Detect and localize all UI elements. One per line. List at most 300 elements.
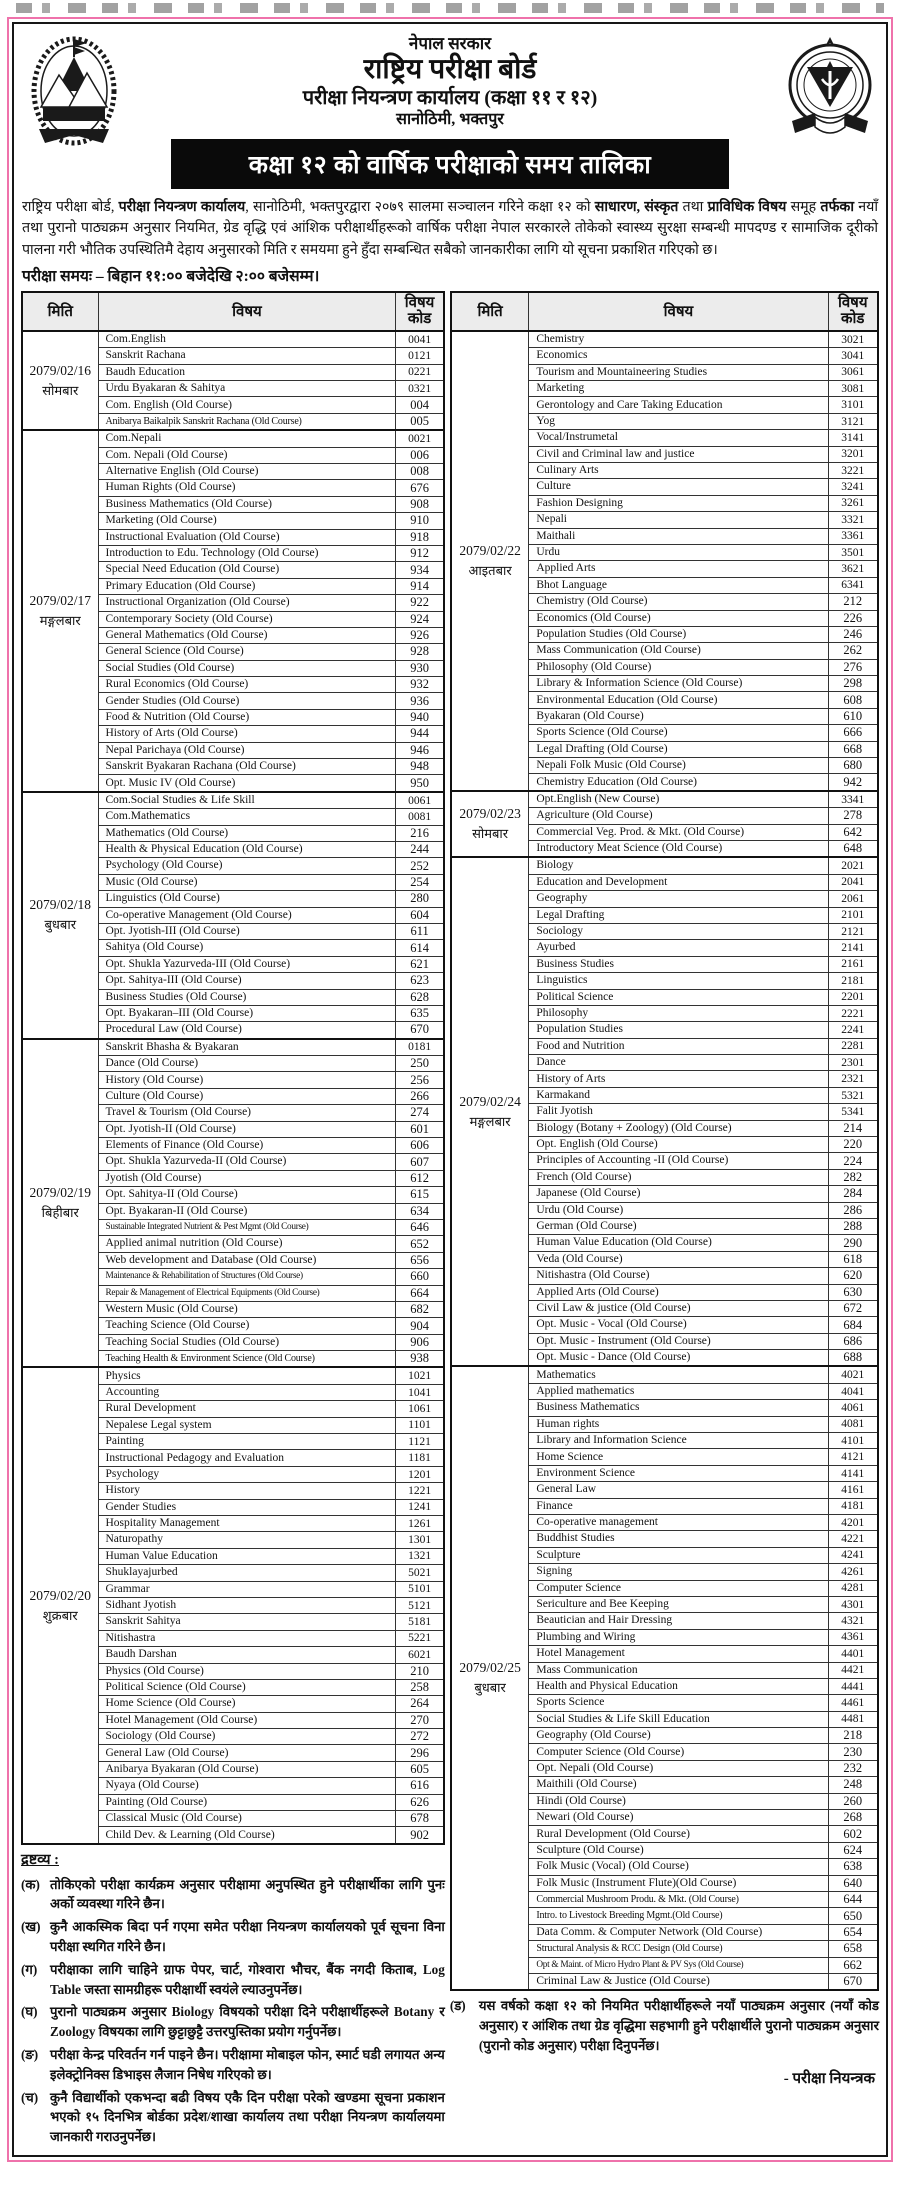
- table-header-row: [451, 292, 878, 331]
- subject-code-cell: 611: [396, 923, 444, 939]
- note-label: (ड): [449, 1998, 466, 2014]
- subject-code-cell: 623: [396, 973, 444, 989]
- subject-cell: Gender Studies (Old Course): [98, 693, 396, 709]
- subject-cell: Philosophy (Old Course): [529, 659, 828, 675]
- subject-cell: Alternative English (Old Course): [98, 464, 396, 480]
- note-label: (ङ): [21, 2046, 39, 2062]
- subject-cell: Urdu (Old Course): [529, 1202, 828, 1218]
- subject-cell: Tourism and Mountaineering Studies: [529, 364, 828, 380]
- subject-code-cell: 904: [396, 1318, 444, 1334]
- subject-cell: Instructional Pedagogy and Evaluation: [98, 1450, 396, 1466]
- subject-cell: Business Studies: [529, 956, 828, 972]
- subject-cell: Business Mathematics: [529, 1400, 828, 1416]
- subject-cell: Rural Development (Old Course): [529, 1826, 828, 1842]
- subject-cell: Introduction to Edu. Technology (Old Course): [98, 545, 396, 561]
- subject-code-cell: 248: [828, 1777, 878, 1793]
- subject-code-cell: 936: [396, 693, 444, 709]
- subject-code-cell: 0321: [396, 381, 444, 397]
- subject-cell: German (Old Course): [529, 1218, 828, 1234]
- subject-code-cell: 214: [828, 1120, 878, 1136]
- subject-cell: Applied Arts (Old Course): [529, 1284, 828, 1300]
- subject-code-cell: 924: [396, 611, 444, 627]
- subject-code-cell: 2281: [828, 1038, 878, 1054]
- subject-cell: Nepalese Legal system: [98, 1417, 396, 1433]
- subject-cell: Political Science: [529, 989, 828, 1005]
- subject-cell: Food and Nutrition: [529, 1038, 828, 1054]
- note-text: पुरानो पाठ्यक्रम अनुसार Biology विषयको परीक्षा दिने परीक्षार्थीहरूले Botany र Zoology विषयका लागि छुट्टाछुट्टै उत्तरपुस्तिका प्रयोग गर्नुपर्नेछ।: [50, 2004, 445, 2040]
- subject-code-cell: 686: [828, 1333, 878, 1349]
- subject-code-cell: 1021: [396, 1367, 444, 1384]
- subject-cell: Physics: [98, 1367, 396, 1384]
- subject-code-cell: 4361: [828, 1629, 878, 1645]
- subject-cell: Web development and Database (Old Course): [98, 1252, 396, 1268]
- intro-text-segment: , सानोठिमी, भक्तपुरद्वारा २०७९ सालमा सञ्चालन गरिने कक्षा १२ को: [245, 198, 595, 215]
- subject-code-cell: 3321: [828, 512, 878, 528]
- table-row: [451, 857, 878, 874]
- subject-code-cell: 0061: [396, 792, 444, 809]
- subject-code-cell: 678: [396, 1811, 444, 1827]
- subject-code-cell: 226: [828, 610, 878, 626]
- subject-cell: General Science (Old Course): [98, 644, 396, 660]
- subject-cell: Mass Communication: [529, 1662, 828, 1678]
- subject-cell: Opt. Shukla Yazurveda-III (Old Course): [98, 956, 396, 972]
- subject-code-cell: 2021: [828, 857, 878, 874]
- subject-cell: Com.Mathematics: [98, 809, 396, 825]
- subject-code-cell: 614: [396, 940, 444, 956]
- subject-code-cell: 640: [828, 1875, 878, 1891]
- note-text: कुनै विद्यार्थीको एकभन्दा बढी विषय एकै दिन परीक्षा परेको खण्डमा सूचना प्रकाशन भएको १५ दिनभित्र बोर्डका प्रदेश/शाखा कार्यालय तथा परीक्षा नियन्त्रण कार्यालयमा जानकारी गराउनुपर्नेछ।: [50, 2089, 445, 2145]
- note-text: परीक्षाका लागि चाहिने ग्राफ पेपर, चार्ट, गोश्वारा भौचर, बैंक नगदी किताब, Log Table जस्ता सामग्रीहरू परीक्षार्थी स्वयंले ल्याउनुपर्नेछ।: [50, 1961, 445, 1997]
- subject-cell: Biology (Botany + Zoology) (Old Course): [529, 1120, 828, 1136]
- subject-code-cell: 662: [828, 1957, 878, 1973]
- column-header: मिति: [451, 292, 529, 331]
- subject-cell: Sculpture: [529, 1547, 828, 1563]
- subject-code-cell: 656: [396, 1252, 444, 1268]
- subject-cell: Opt. Nepali (Old Course): [529, 1760, 828, 1776]
- exam-date: 2079/02/18: [29, 897, 91, 913]
- subject-cell: History of Arts (Old Course): [98, 726, 396, 742]
- subject-cell: Painting: [98, 1434, 396, 1450]
- subject-cell: History: [98, 1483, 396, 1499]
- subject-cell: Applied Arts: [529, 561, 828, 577]
- subject-cell: Signing: [529, 1564, 828, 1580]
- subject-code-cell: 5181: [396, 1614, 444, 1630]
- subject-cell: Civil and Criminal law and justice: [529, 446, 828, 462]
- subject-cell: Sanskrit Rachana: [98, 348, 396, 364]
- subject-code-cell: 610: [828, 708, 878, 724]
- exam-day: मङ्गलबार: [469, 1113, 511, 1129]
- subject-code-cell: 230: [828, 1744, 878, 1760]
- subject-cell: Commercial Veg. Prod. & Mkt. (Old Course): [529, 824, 828, 840]
- subject-code-cell: 2321: [828, 1071, 878, 1087]
- exam-time-line: परीक्षा समयः – बिहान ११:०० बजेदेखि २:०० बजेसम्म।: [22, 267, 320, 285]
- subject-code-cell: 948: [396, 759, 444, 775]
- subject-code-cell: 288: [828, 1218, 878, 1234]
- office-address: सानोठिमी, भक्तपुर: [396, 111, 504, 129]
- subject-cell: Home Science (Old Course): [98, 1696, 396, 1712]
- subject-code-cell: 5121: [396, 1597, 444, 1613]
- subject-cell: Mathematics: [529, 1366, 828, 1383]
- table-row: [451, 331, 878, 348]
- exam-date: 2079/02/16: [29, 362, 91, 378]
- subject-cell: Com. Nepali (Old Course): [98, 447, 396, 463]
- subject-cell: Commercial Mushroom Produ. & Mkt. (Old Course): [529, 1891, 828, 1907]
- subject-code-cell: 2181: [828, 973, 878, 989]
- subject-cell: Chemistry: [529, 331, 828, 348]
- subject-code-cell: 608: [828, 692, 878, 708]
- subject-cell: Beautician and Hair Dressing: [529, 1613, 828, 1629]
- exam-day: शुक्रबार: [42, 1607, 78, 1623]
- subject-code-cell: 2301: [828, 1055, 878, 1071]
- subject-cell: Culture (Old Course): [98, 1088, 396, 1104]
- office-name: परीक्षा नियन्त्रण कार्यालय (कक्षा ११ र १२): [302, 87, 598, 110]
- date-cell: [451, 857, 529, 1366]
- exam-day: आइतबार: [468, 562, 512, 578]
- subject-code-cell: 5101: [396, 1581, 444, 1597]
- subject-code-cell: 218: [828, 1728, 878, 1744]
- subject-cell: Vocal/Instrumetal: [529, 430, 828, 446]
- subject-code-cell: 670: [828, 1973, 878, 1990]
- note-item: [21, 1917, 445, 1957]
- notice-pink-border: [7, 17, 893, 2162]
- subject-cell: Chemistry (Old Course): [529, 594, 828, 610]
- exam-day: सोमबार: [42, 382, 79, 398]
- subject-code-cell: 668: [828, 741, 878, 757]
- column-header: विषय: [98, 292, 396, 331]
- table-row: [22, 1039, 444, 1056]
- subject-cell: Maithali: [529, 528, 828, 544]
- subject-code-cell: 3061: [828, 364, 878, 380]
- subject-code-cell: 224: [828, 1153, 878, 1169]
- subject-cell: Sanskrit Byakaran Rachana (Old Course): [98, 759, 396, 775]
- subject-cell: Nepal Parichaya (Old Course): [98, 742, 396, 758]
- subject-code-cell: 3021: [828, 331, 878, 348]
- subject-cell: Business Studies (Old Course): [98, 989, 396, 1005]
- subject-cell: Opt.English (New Course): [529, 791, 828, 808]
- subject-cell: Urdu: [529, 544, 828, 560]
- subject-code-cell: 4281: [828, 1580, 878, 1596]
- subject-code-cell: 008: [396, 464, 444, 480]
- subject-code-cell: 606: [396, 1138, 444, 1154]
- subject-cell: Opt. Byakaran-II (Old Course): [98, 1203, 396, 1219]
- subject-code-cell: 618: [828, 1251, 878, 1267]
- subject-code-cell: 0041: [396, 331, 444, 348]
- subject-code-cell: 1101: [396, 1417, 444, 1433]
- subject-code-cell: 658: [828, 1941, 878, 1957]
- document-header: [21, 29, 879, 131]
- subject-cell: Health and Physical Education: [529, 1678, 828, 1694]
- date-cell: [451, 331, 529, 791]
- subject-cell: Geography (Old Course): [529, 1728, 828, 1744]
- table-row: [22, 792, 444, 809]
- signature-exam-controller: - परीक्षा नियन्त्रक: [783, 2070, 875, 2087]
- subject-cell: Procedural Law (Old Course): [98, 1022, 396, 1039]
- subject-cell: Business Mathematics (Old Course): [98, 496, 396, 512]
- subject-cell: Sports Science: [529, 1695, 828, 1711]
- subject-code-cell: 626: [396, 1794, 444, 1810]
- footnotes-list: [21, 1875, 445, 2147]
- subject-cell: Opt. Music IV (Old Course): [98, 775, 396, 792]
- subject-code-cell: 902: [396, 1827, 444, 1844]
- subject-cell: Opt & Maint. of Micro Hydro Plant & PV Sys (Old Course): [529, 1957, 828, 1973]
- subject-code-cell: 621: [396, 956, 444, 972]
- subject-code-cell: 4401: [828, 1646, 878, 1662]
- subject-code-cell: 3101: [828, 397, 878, 413]
- subject-cell: Yog: [529, 413, 828, 429]
- subject-cell: Gerontology and Care Taking Education: [529, 397, 828, 413]
- table-header-row: [22, 292, 444, 331]
- subject-code-cell: 246: [828, 626, 878, 642]
- subject-code-cell: 282: [828, 1169, 878, 1185]
- subject-code-cell: 250: [396, 1056, 444, 1072]
- subject-cell: Human rights: [529, 1416, 828, 1432]
- subject-cell: Introductory Meat Science (Old Course): [529, 840, 828, 857]
- subject-code-cell: 4161: [828, 1482, 878, 1498]
- subject-code-cell: 630: [828, 1284, 878, 1300]
- subject-code-cell: 4441: [828, 1678, 878, 1694]
- subject-cell: Hotel Management: [529, 1646, 828, 1662]
- subject-code-cell: 680: [828, 758, 878, 774]
- subject-code-cell: 672: [828, 1300, 878, 1316]
- subject-code-cell: 1241: [396, 1499, 444, 1515]
- subject-code-cell: 212: [828, 594, 878, 610]
- subject-cell: Dance (Old Course): [98, 1056, 396, 1072]
- subject-cell: Computer Science: [529, 1580, 828, 1596]
- subject-cell: Opt. Music - Dance (Old Course): [529, 1350, 828, 1367]
- subject-code-cell: 276: [828, 659, 878, 675]
- date-cell: [22, 1367, 98, 1843]
- subject-cell: Child Dev. & Learning (Old Course): [98, 1827, 396, 1844]
- subject-cell: Com. English (Old Course): [98, 397, 396, 413]
- exam-day: बुधबार: [44, 917, 77, 933]
- subject-code-cell: 260: [828, 1793, 878, 1809]
- subject-code-cell: 928: [396, 644, 444, 660]
- subject-code-cell: 910: [396, 513, 444, 529]
- subject-code-cell: 298: [828, 676, 878, 692]
- subject-code-cell: 280: [396, 891, 444, 907]
- subject-code-cell: 268: [828, 1810, 878, 1826]
- subject-code-cell: 5221: [396, 1630, 444, 1646]
- exam-day: मङ्गलबार: [39, 613, 81, 629]
- exam-date: 2079/02/22: [459, 542, 521, 558]
- note-text: कुनै आकस्मिक बिदा पर्न गएमा समेत परीक्षा नियन्त्रण कार्यालयको पूर्व सूचना विना परीक्षा स्थगित गरिने छैन।: [50, 1919, 445, 1954]
- note-label: (ख): [21, 1919, 41, 1935]
- subject-code-cell: 654: [828, 1924, 878, 1940]
- subject-code-cell: 256: [396, 1072, 444, 1088]
- subject-cell: Computer Science (Old Course): [529, 1744, 828, 1760]
- subject-code-cell: 4081: [828, 1416, 878, 1432]
- subject-cell: Sericulture and Bee Keeping: [529, 1596, 828, 1612]
- subject-cell: Gender Studies: [98, 1499, 396, 1515]
- subject-cell: History (Old Course): [98, 1072, 396, 1088]
- subject-code-cell: 930: [396, 660, 444, 676]
- subject-cell: Newari (Old Course): [529, 1810, 828, 1826]
- subject-cell: Opt. Jyotish-II (Old Course): [98, 1121, 396, 1137]
- subject-code-cell: 4461: [828, 1695, 878, 1711]
- subject-code-cell: 942: [828, 774, 878, 791]
- subject-code-cell: 2161: [828, 956, 878, 972]
- subject-cell: Physics (Old Course): [98, 1663, 396, 1679]
- table-row: [451, 1366, 878, 1383]
- subject-code-cell: 210: [396, 1663, 444, 1679]
- subject-cell: Sahitya (Old Course): [98, 940, 396, 956]
- subject-code-cell: 926: [396, 627, 444, 643]
- note-item: [21, 2045, 445, 2085]
- subject-code-cell: 258: [396, 1679, 444, 1695]
- subject-cell: Linguistics (Old Course): [98, 891, 396, 907]
- subject-cell: Painting (Old Course): [98, 1794, 396, 1810]
- subject-code-cell: 290: [828, 1235, 878, 1251]
- subject-cell: Mass Communication (Old Course): [529, 643, 828, 659]
- subject-code-cell: 664: [396, 1285, 444, 1301]
- table-row: [22, 430, 444, 447]
- subject-cell: Teaching Science (Old Course): [98, 1318, 396, 1334]
- subject-cell: Folk Music (Vocal) (Old Course): [529, 1859, 828, 1875]
- subject-cell: Special Need Education (Old Course): [98, 562, 396, 578]
- subject-code-cell: 264: [396, 1696, 444, 1712]
- subject-cell: Legal Drafting: [529, 907, 828, 923]
- subject-cell: Chemistry Education (Old Course): [529, 774, 828, 791]
- subject-code-cell: 220: [828, 1137, 878, 1153]
- subject-cell: Opt. Sahitya-III (Old Course): [98, 973, 396, 989]
- subject-cell: Anibarya Byakaran (Old Course): [98, 1761, 396, 1777]
- subject-cell: Hindi (Old Course): [529, 1793, 828, 1809]
- subject-code-cell: 0021: [396, 430, 444, 447]
- subject-cell: Nyaya (Old Course): [98, 1778, 396, 1794]
- exam-date: 2079/02/24: [459, 1093, 521, 1109]
- subject-cell: General Law (Old Course): [98, 1745, 396, 1761]
- table-row: [451, 791, 878, 808]
- subject-code-cell: 944: [396, 726, 444, 742]
- column-header: विषय कोड: [396, 292, 444, 331]
- subject-cell: Opt. Music - Vocal (Old Course): [529, 1317, 828, 1333]
- subject-cell: Fashion Designing: [529, 495, 828, 511]
- subject-code-cell: 628: [396, 989, 444, 1005]
- subject-code-cell: 262: [828, 643, 878, 659]
- subject-cell: Karmakand: [529, 1087, 828, 1103]
- note-text: परीक्षा केन्द्र परिवर्तन गर्न पाइने छैन। परीक्षामा मोबाइल फोन, स्मार्ट घडी लगायत अन्य इलेक्ट्रोनिक्स डिभाइस लैजान निषेध गरिएको छ।: [50, 2046, 445, 2082]
- subject-code-cell: 4241: [828, 1547, 878, 1563]
- subject-code-cell: 272: [396, 1729, 444, 1745]
- subject-code-cell: 252: [396, 858, 444, 874]
- subject-code-cell: 652: [396, 1236, 444, 1252]
- subject-cell: Principles of Accounting -II (Old Course): [529, 1153, 828, 1169]
- subject-code-cell: 2241: [828, 1022, 878, 1038]
- subject-code-cell: 620: [828, 1268, 878, 1284]
- subject-code-cell: 670: [396, 1022, 444, 1039]
- subject-cell: Culture: [529, 479, 828, 495]
- subject-cell: Co-operative Management (Old Course): [98, 907, 396, 923]
- subject-code-cell: 286: [828, 1202, 878, 1218]
- subject-code-cell: 005: [396, 413, 444, 430]
- intro-text-segment: राष्ट्रिय परीक्षा बोर्ड,: [22, 198, 119, 215]
- subject-code-cell: 932: [396, 677, 444, 693]
- subject-code-cell: 3501: [828, 544, 878, 560]
- left-column: [21, 291, 445, 2147]
- subject-cell: Urdu Byakaran & Sahitya: [98, 381, 396, 397]
- subject-code-cell: 2221: [828, 1005, 878, 1021]
- subject-cell: Mathematics (Old Course): [98, 825, 396, 841]
- subject-cell: Dance: [529, 1055, 828, 1071]
- subject-cell: Finance: [529, 1498, 828, 1514]
- note-text: यस वर्षको कक्षा १२ को नियमित परीक्षार्थीहरूले नयाँ पाठ्यक्रम अनुसार (नयाँ कोड अनुसार) र आंशिक तथा ग्रेड वृद्धिमा सहभागी हुने परीक्षार्थीले पुरानो पाठ्यक्रम अनुसार (पुरानो कोड अनुसार) परीक्षा दिनुपर्नेछ।: [478, 1998, 879, 2053]
- subject-code-cell: 624: [828, 1842, 878, 1858]
- subject-cell: Maintenance & Rehabilitation of Structures (Old Course): [98, 1269, 396, 1285]
- note-label: (घ): [21, 2004, 38, 2020]
- subject-code-cell: 648: [828, 840, 878, 857]
- subject-code-cell: 682: [396, 1301, 444, 1317]
- subject-cell: Food & Nutrition (Old Course): [98, 709, 396, 725]
- subject-code-cell: 908: [396, 496, 444, 512]
- subject-cell: Political Science (Old Course): [98, 1679, 396, 1695]
- subject-code-cell: 602: [828, 1826, 878, 1842]
- subject-cell: Nitishastra (Old Course): [529, 1268, 828, 1284]
- subject-cell: Plumbing and Wiring: [529, 1629, 828, 1645]
- subject-code-cell: 3081: [828, 381, 878, 397]
- subject-cell: General Mathematics (Old Course): [98, 627, 396, 643]
- subject-code-cell: 646: [396, 1219, 444, 1235]
- subject-code-cell: 4321: [828, 1613, 878, 1629]
- subject-cell: Opt. Jyotish-III (Old Course): [98, 923, 396, 939]
- subject-cell: Economics (Old Course): [529, 610, 828, 626]
- subject-cell: Opt. Byakaran–III (Old Course): [98, 1005, 396, 1021]
- table-row: [22, 1367, 444, 1384]
- subject-cell: Geography: [529, 891, 828, 907]
- exam-date: 2079/02/20: [29, 1587, 91, 1603]
- intro-text-segment: साधारण, संस्कृत: [594, 198, 679, 215]
- subject-code-cell: 938: [396, 1351, 444, 1368]
- subject-code-cell: 934: [396, 562, 444, 578]
- subject-code-cell: 244: [396, 841, 444, 857]
- subject-code-cell: 3221: [828, 463, 878, 479]
- note-label: (ग): [21, 1961, 38, 1977]
- subject-code-cell: 4101: [828, 1433, 878, 1449]
- subject-code-cell: 650: [828, 1908, 878, 1924]
- subject-code-cell: 2061: [828, 891, 878, 907]
- intro-text-segment: समूह: [786, 198, 821, 215]
- intro-text-segment: प्राविधिक विषय: [707, 198, 787, 215]
- intro-text-segment: परीक्षा नियन्त्रण कार्यालय: [118, 198, 246, 215]
- schedule-table-right: [450, 291, 879, 1991]
- subject-code-cell: 2201: [828, 989, 878, 1005]
- subject-cell: Classical Music (Old Course): [98, 1811, 396, 1827]
- subject-code-cell: 616: [396, 1778, 444, 1794]
- subject-code-cell: 3141: [828, 430, 878, 446]
- subject-code-cell: 3261: [828, 495, 878, 511]
- subject-code-cell: 3201: [828, 446, 878, 462]
- clipped-previous-page-text: [16, 3, 884, 13]
- subject-code-cell: 0181: [396, 1039, 444, 1056]
- note-label: (क): [21, 1876, 40, 1892]
- nepal-government-emblem-icon: [29, 33, 119, 166]
- intro-paragraph: [22, 197, 878, 261]
- subject-cell: Culinary Arts: [529, 463, 828, 479]
- subject-code-cell: 284: [828, 1186, 878, 1202]
- subject-cell: Co-operative management: [529, 1515, 828, 1531]
- subject-code-cell: 601: [396, 1121, 444, 1137]
- subject-cell: Psychology: [98, 1466, 396, 1482]
- subject-code-cell: 4041: [828, 1383, 878, 1399]
- subject-code-cell: 4261: [828, 1564, 878, 1580]
- subject-cell: Population Studies (Old Course): [529, 626, 828, 642]
- subject-cell: Sports Science (Old Course): [529, 725, 828, 741]
- subject-cell: Repair & Management of Electrical Equipments (Old Course): [98, 1285, 396, 1301]
- subject-code-cell: 4301: [828, 1596, 878, 1612]
- subject-cell: Sustainable Integrated Nutrient & Pest Mgmt (Old Course): [98, 1219, 396, 1235]
- subject-code-cell: 0081: [396, 809, 444, 825]
- subject-code-cell: 642: [828, 824, 878, 840]
- subject-cell: Ayurbed: [529, 940, 828, 956]
